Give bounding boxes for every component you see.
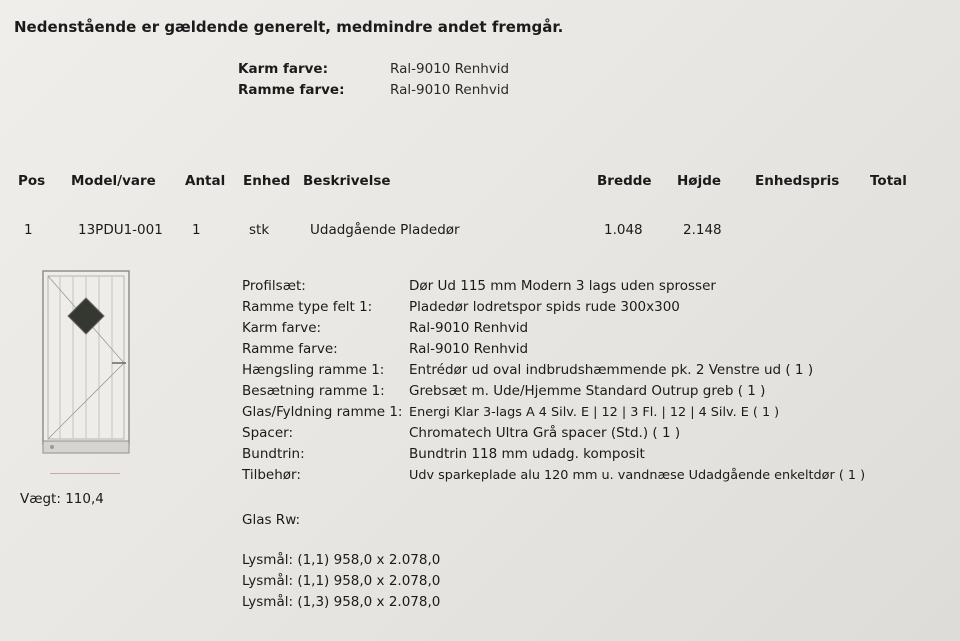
- glas-rw: Glas Rw:: [242, 512, 301, 528]
- header-pos: Pos: [18, 173, 46, 189]
- spec-value: Pladedør lodretspor spids rude 300x300: [409, 299, 680, 315]
- lysmaal-item: Lysmål: (1,1) 958,0 x 2.078,0: [242, 552, 441, 568]
- general-karm-value: Ral-9010 Renhvid: [390, 61, 510, 77]
- row-pos: 1: [24, 222, 33, 238]
- row-enhed: stk: [249, 222, 270, 238]
- spec-value: Energi Klar 3-lags A 4 Silv. E | 12 | 3 Fl. | 12 | 4 Silv. E ( 1 ): [409, 405, 780, 420]
- general-karm-label: Karm farve:: [238, 61, 328, 77]
- weight: Vægt: 110,4: [20, 491, 104, 507]
- header-enhed: Enhed: [243, 173, 291, 189]
- header-model: Model/vare: [71, 173, 156, 189]
- row-model: 13PDU1-001: [78, 222, 163, 238]
- lysmaal-list: [242, 550, 440, 613]
- spec-value: Ral-9010 Renhvid: [409, 320, 529, 336]
- spec-value: Entrédør ud oval indbrudshæmmende pk. 2 Venstre ud ( 1 ): [409, 362, 814, 378]
- door-icon: [40, 268, 132, 458]
- spec-labels: [242, 276, 402, 486]
- general-ramme-label: Ramme farve:: [238, 82, 345, 98]
- row-hojde: 2.148: [683, 222, 722, 238]
- spec-value: Bundtrin 118 mm udadg. komposit: [409, 446, 645, 462]
- spec-label: Besætning ramme 1:: [242, 383, 385, 399]
- spec-label: Ramme type felt 1:: [242, 299, 373, 315]
- header-hojde: Højde: [677, 173, 722, 189]
- spec-label: Ramme farve:: [242, 341, 338, 357]
- general-ramme-value: Ral-9010 Renhvid: [390, 82, 510, 98]
- door-drawing: [40, 268, 132, 458]
- header-bredde: Bredde: [597, 173, 652, 189]
- spec-label: Karm farve:: [242, 320, 322, 336]
- spec-values: [409, 276, 949, 486]
- spec-label: Spacer:: [242, 425, 294, 441]
- header-antal: Antal: [185, 173, 226, 189]
- spec-label: Tilbehør:: [242, 467, 301, 483]
- header-total: Total: [870, 173, 907, 189]
- lysmaal-item: Lysmål: (1,1) 958,0 x 2.078,0: [242, 573, 441, 589]
- row-beskrivelse: Udadgående Pladedør: [310, 222, 460, 238]
- spec-value: Chromatech Ultra Grå spacer (Std.) ( 1 ): [409, 425, 681, 441]
- header-beskrivelse: Beskrivelse: [303, 173, 391, 189]
- spec-value: Grebsæt m. Ude/Hjemme Standard Outrup greb ( 1 ): [409, 383, 766, 399]
- spec-value: Dør Ud 115 mm Modern 3 lags uden sprosser: [409, 278, 716, 294]
- header-enhedspris: Enhedspris: [755, 173, 840, 189]
- spec-label: Bundtrin:: [242, 446, 305, 462]
- spec-label: Hængsling ramme 1:: [242, 362, 385, 378]
- spec-value: Udv sparkeplade alu 120 mm u. vandnæse Udadgående enkeltdør ( 1 ): [409, 468, 866, 483]
- lysmaal-item: Lysmål: (1,3) 958,0 x 2.078,0: [242, 594, 441, 610]
- page-heading: Nedenstående er gældende generelt, medmindre andet fremgår.: [14, 18, 564, 36]
- spec-label: Glas/Fyldning ramme 1:: [242, 404, 403, 420]
- spec-label: Profilsæt:: [242, 278, 306, 294]
- spec-value: Ral-9010 Renhvid: [409, 341, 529, 357]
- row-antal: 1: [192, 222, 201, 238]
- row-bredde: 1.048: [604, 222, 643, 238]
